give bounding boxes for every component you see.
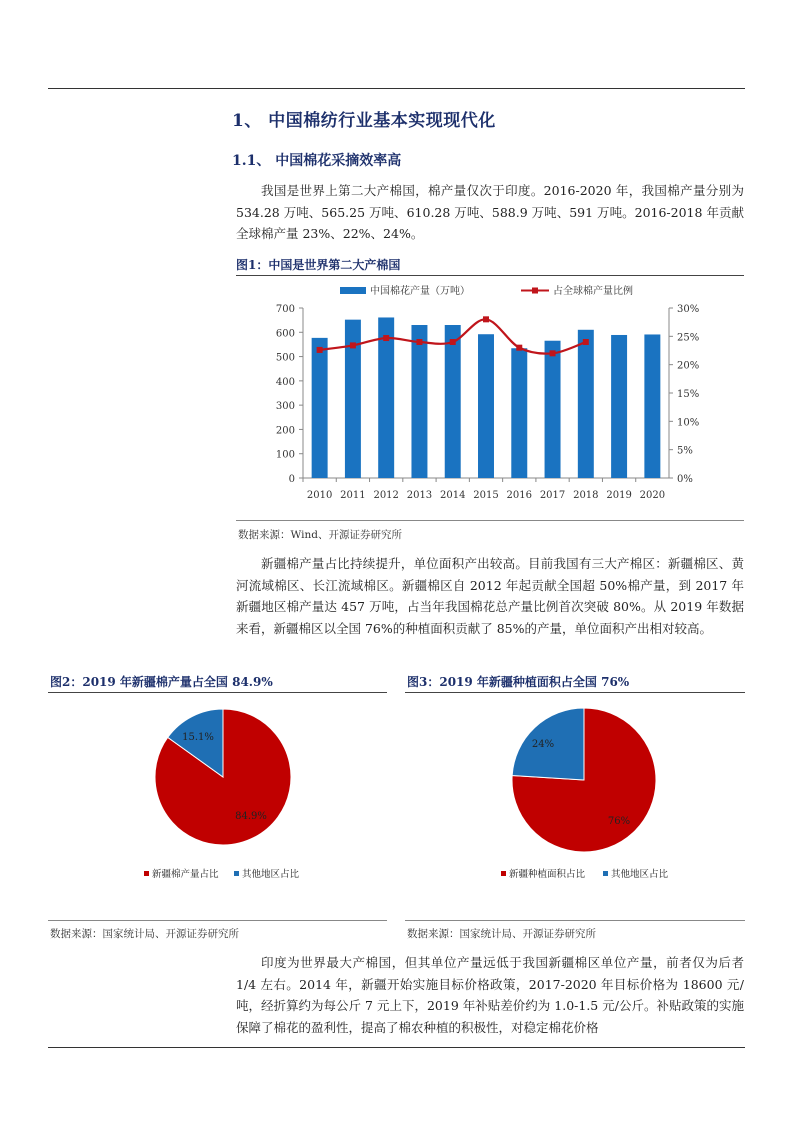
paragraph-3	[236, 952, 744, 1038]
fig1-title: 图1：中国是世界第二大产棉国	[236, 258, 401, 272]
pie-label-other: 15.1%	[182, 732, 214, 743]
x-tick-label: 2015	[473, 490, 499, 501]
x-tick-label: 2012	[373, 490, 399, 501]
legend-label-other: 其他地区占比	[611, 869, 669, 880]
legend-bar-swatch	[340, 287, 366, 294]
legend-swatch-xinjiang	[144, 871, 149, 876]
share-marker	[483, 316, 489, 322]
bar	[411, 325, 427, 478]
bar	[545, 341, 561, 478]
pie-label-xinjiang: 84.9%	[235, 811, 267, 822]
share-marker	[416, 339, 422, 345]
x-tick-label: 2013	[406, 490, 433, 501]
paragraph-3-text: 印度为世界最大产棉国，但其单位产量远低于我国新疆棉区单位产量，前者仅为后者 1/4 左右。2014 年，新疆开始实施目标价格政策，2017-2020 年目标价格为 18600 元/吨，经折算约为每公斤 7 元上下，2019 年补贴差价约为 1.0-1.5 元/公斤。补贴政策的实施保障了棉花的盈利性，提高了棉农种植的积极性，对稳定棉花价格	[236, 955, 744, 1035]
share-marker	[583, 339, 589, 345]
section-heading: 1、 中国棉纺行业基本实现现代化	[232, 111, 496, 131]
share-marker	[516, 345, 522, 351]
share-marker	[383, 335, 389, 341]
top-rule	[48, 88, 745, 89]
x-tick-label: 2010	[306, 490, 333, 501]
fig3-source: 数据来源：国家统计局、开源证券研究所	[407, 928, 596, 940]
fig3-source-rule	[405, 920, 745, 921]
subsection-heading: 1.1、 中国棉花采摘效率高	[232, 153, 402, 169]
paragraph-2	[236, 553, 744, 639]
y-tick-label-right: 25%	[677, 332, 700, 344]
y-tick-label-left: 100	[275, 449, 295, 461]
x-tick-label: 2019	[606, 490, 632, 501]
pie-chart-production	[48, 696, 387, 906]
bar	[578, 330, 594, 478]
bar-line-chart	[236, 278, 744, 518]
x-tick-label: 2011	[340, 490, 366, 501]
y-tick-label-right: 5%	[677, 445, 693, 457]
legend-bar-label: 中国棉花产量（万吨）	[370, 286, 470, 297]
legend-swatch-other	[234, 871, 239, 876]
x-tick-label: 2020	[639, 490, 666, 501]
x-tick-label: 2018	[573, 490, 599, 501]
y-tick-label-left: 0	[288, 474, 295, 485]
y-tick-label-left: 200	[275, 425, 295, 437]
legend-line-label: 占全球棉产量比例	[553, 286, 633, 297]
legend-label-xinjiang: 新疆种植面积占比	[509, 869, 586, 880]
bar	[511, 348, 527, 478]
share-marker	[450, 339, 456, 345]
bar	[478, 334, 494, 478]
y-tick-label-left: 300	[275, 401, 295, 413]
fig2-title-rule	[48, 692, 387, 693]
paragraph-1-text: 我国是世界上第二大产棉国，棉产量仅次于印度。2016-2020 年，我国棉产量分别为 534.28 万吨、565.25 万吨、610.28 万吨、588.9 万吨、591 万吨。2016-2018 年贡献全球棉产量 23%、22%、24%。	[236, 183, 744, 241]
fig1-source: 数据来源：Wind、开源证券研究所	[238, 529, 402, 541]
legend-swatch-other	[603, 871, 608, 876]
legend-label-xinjiang: 新疆棉产量占比	[152, 869, 219, 880]
fig1-title-rule	[236, 275, 744, 276]
share-marker	[317, 347, 323, 353]
x-tick-label: 2017	[539, 490, 566, 501]
bar	[378, 317, 394, 478]
fig2-source: 数据来源：国家统计局、开源证券研究所	[50, 928, 239, 940]
pie-label-other: 24%	[531, 739, 555, 750]
y-tick-label-left: 600	[275, 328, 295, 340]
x-tick-label: 2016	[506, 490, 532, 501]
fig2-title: 图2：2019 年新疆棉产量占全国 84.9%	[50, 675, 273, 689]
y-tick-label-left: 500	[275, 352, 295, 364]
bar	[312, 338, 328, 478]
fig1-source-rule	[236, 520, 744, 521]
legend-line-marker	[532, 288, 538, 294]
y-tick-label-right: 30%	[677, 304, 700, 315]
fig3-title-rule	[405, 692, 745, 693]
legend-swatch-xinjiang	[501, 871, 506, 876]
bar	[445, 325, 461, 478]
share-marker	[350, 342, 356, 348]
y-tick-label-left: 700	[275, 304, 295, 315]
y-tick-label-right: 15%	[677, 389, 700, 400]
paragraph-2-text: 新疆棉产量占比持续提升，单位面积产出较高。目前我国有三大产棉区：新疆棉区、黄河流域棉区、长江流域棉区。新疆棉区自 2012 年起贡献全国超 50%棉产量，到 2017 年新疆地区棉产量达 457 万吨，占当年我国棉花总产量比例首次突破 80%。从 2019 年数据来看，新疆棉区以全国 76%的种植面积贡献了 85%的产量，单位面积产出相对较高。	[236, 556, 744, 636]
bar	[611, 335, 627, 478]
y-tick-label-right: 20%	[677, 360, 700, 372]
y-tick-label-left: 400	[275, 376, 295, 388]
y-tick-label-right: 10%	[677, 417, 700, 429]
pie-label-xinjiang: 76%	[607, 816, 631, 827]
share-marker	[550, 350, 556, 356]
fig3-title: 图3：2019 年新疆种植面积占全国 76%	[407, 675, 630, 689]
y-tick-label-right: 0%	[677, 474, 693, 485]
x-tick-label: 2014	[440, 490, 466, 501]
pie-chart-area	[405, 696, 745, 906]
legend-label-other: 其他地区占比	[242, 869, 300, 880]
paragraph-1	[236, 180, 744, 245]
bottom-rule	[48, 1047, 745, 1048]
bar	[644, 334, 660, 478]
fig2-source-rule	[48, 920, 387, 921]
